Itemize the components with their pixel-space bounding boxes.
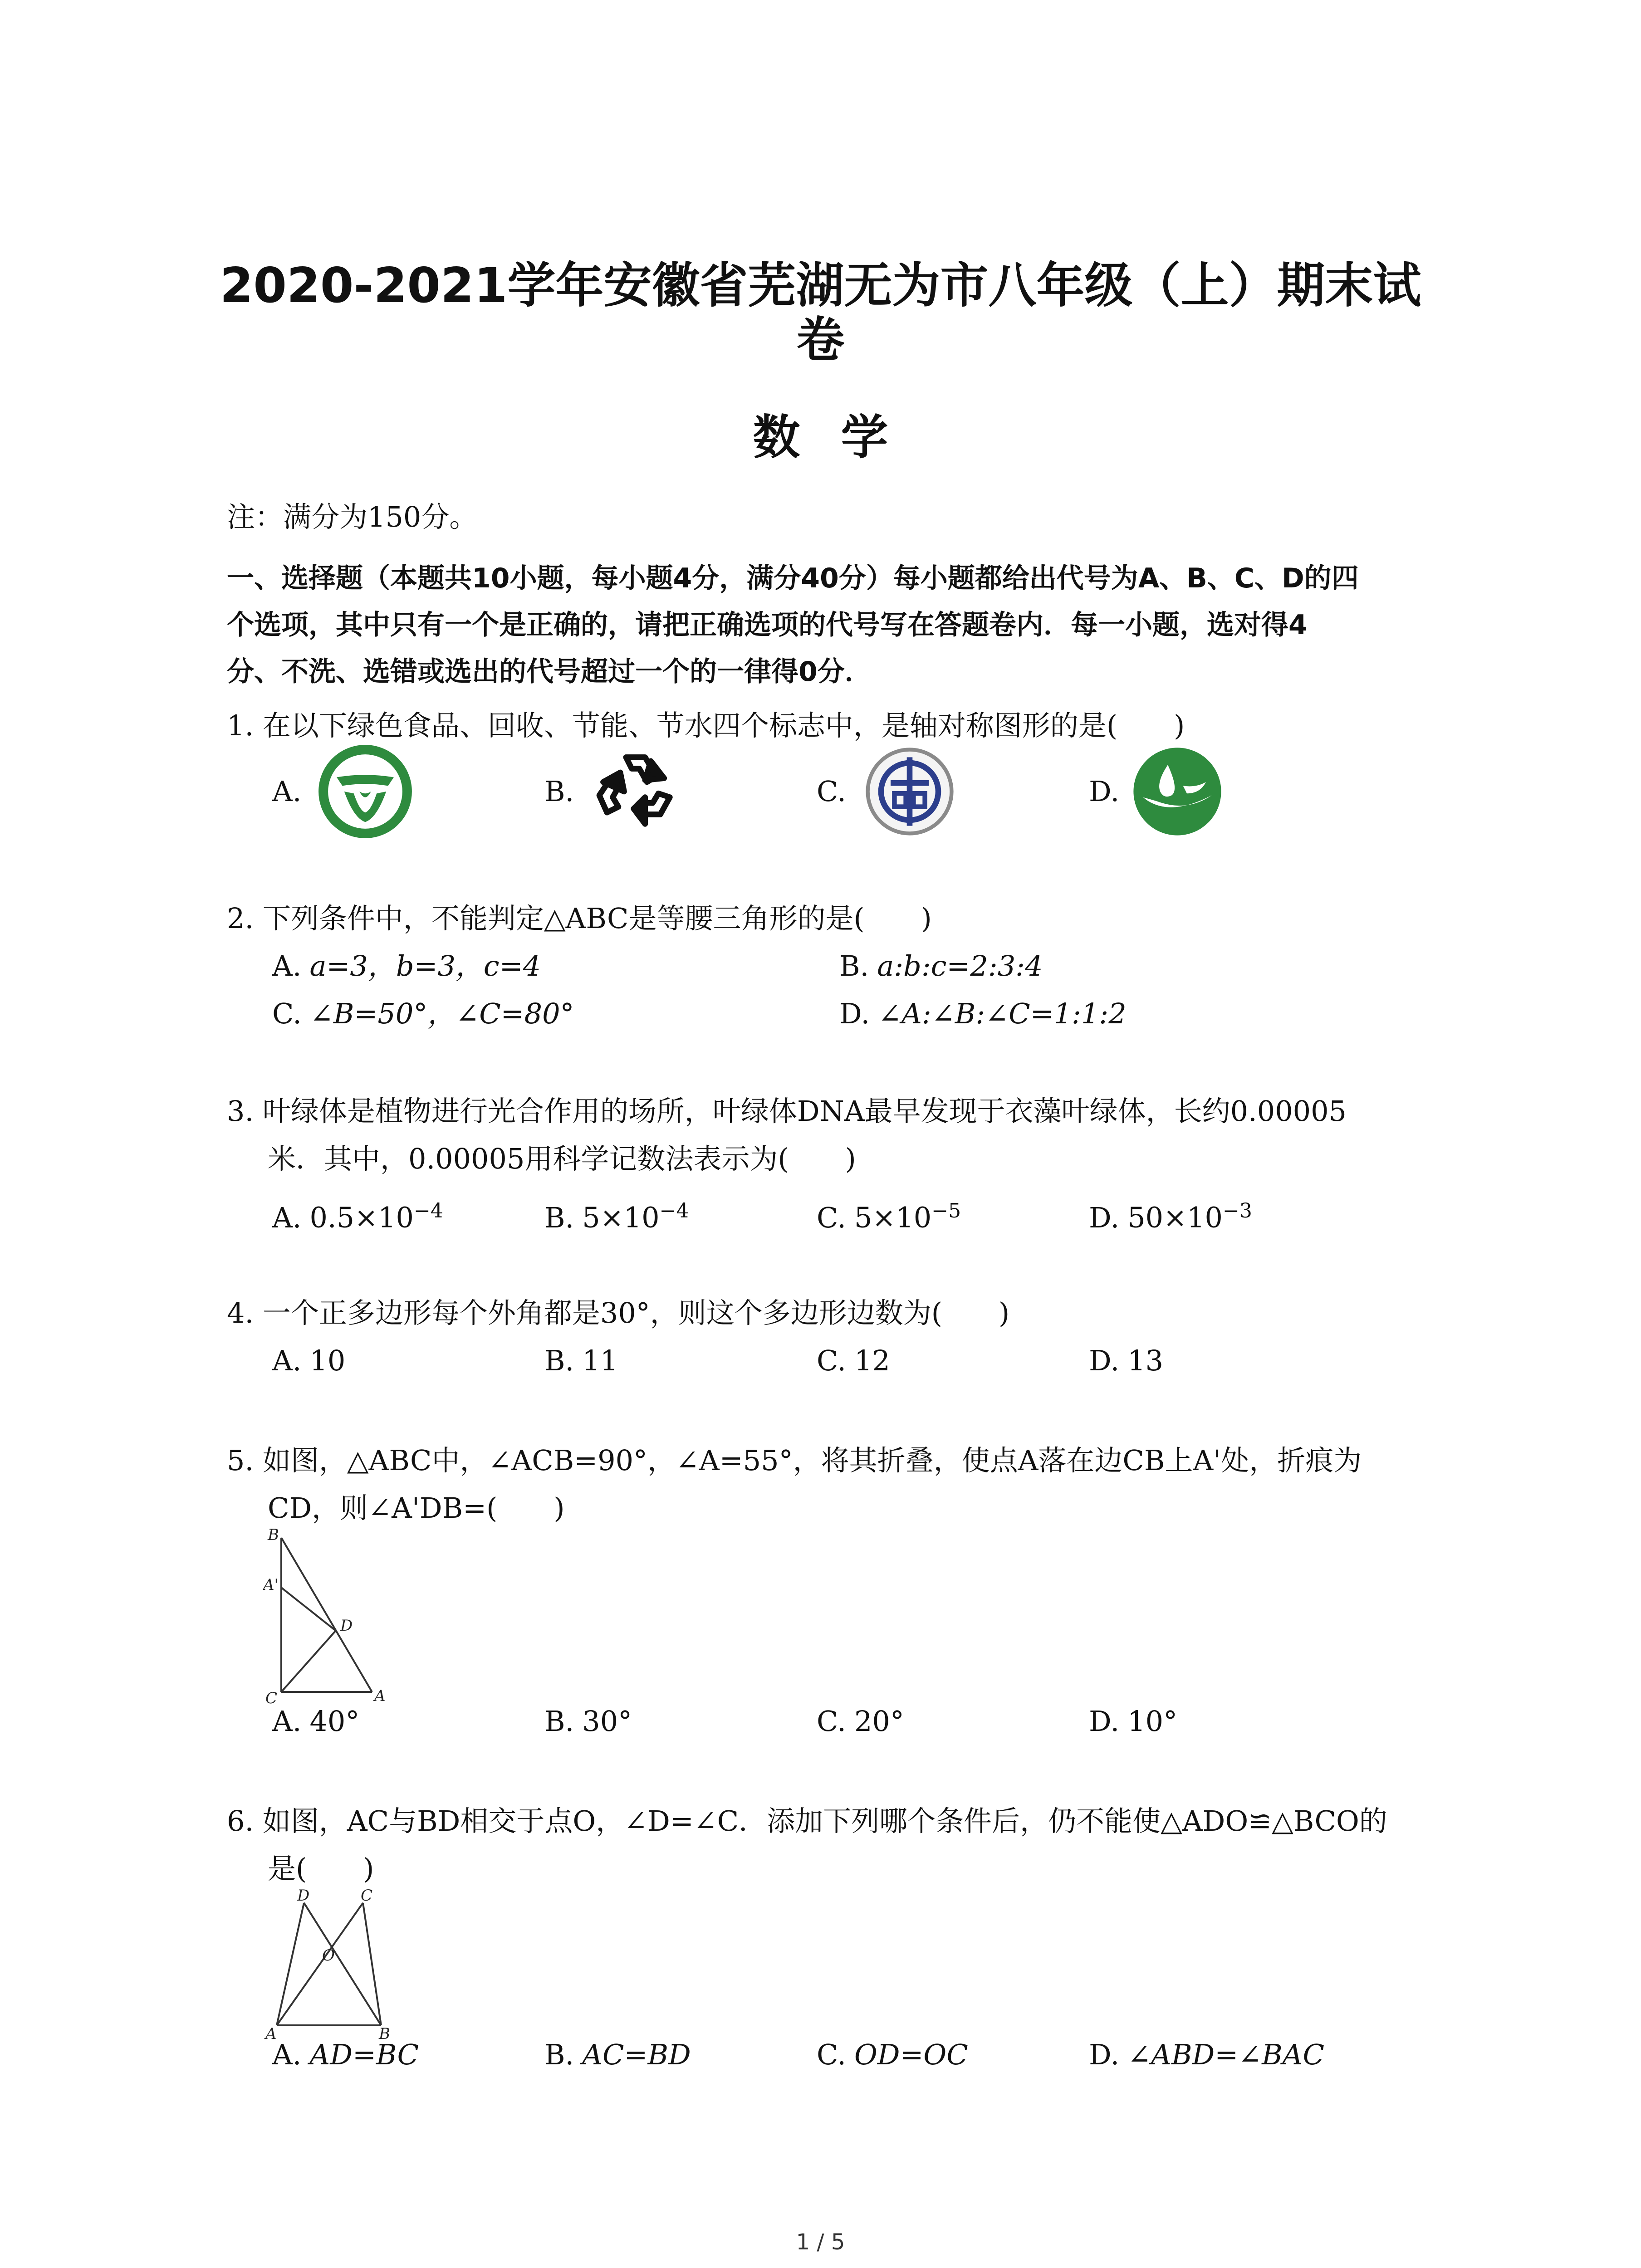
option-key: D.	[1089, 1201, 1120, 1234]
label-a: A	[265, 2025, 277, 2041]
question-4	[227, 1295, 1009, 1331]
option-text: a=3，b=3，c=4	[309, 949, 541, 982]
label-b: B	[268, 1529, 279, 1544]
triangle-fold-figure	[263, 1529, 399, 1706]
option-key: D.	[1089, 1705, 1120, 1738]
question-text: 叶绿体是植物进行光合作用的场所，叶绿体DNA最早发现于衣藻叶绿体，长约0.00005	[262, 1095, 1347, 1128]
page-title-continued: 卷	[796, 312, 845, 368]
green-food-logo-icon	[318, 744, 413, 839]
option-key: A.	[272, 1344, 302, 1377]
question-number: 1.	[227, 709, 254, 742]
option-b	[839, 948, 1043, 984]
question-number: 5.	[227, 1444, 254, 1477]
question-text: 一个正多边形每个外角都是30°，则这个多边形边数为( )	[262, 1296, 1010, 1330]
label-a-prime: A'	[263, 1576, 279, 1594]
question-number: 2.	[227, 902, 254, 935]
question-2	[227, 900, 932, 937]
option-text: ∠ABD=∠BAC	[1127, 2038, 1324, 2071]
question-3-continued: 米．其中，0.00005用科学记数法表示为( )	[268, 1142, 856, 1175]
option-text: ∠A:∠B:∠C=1:1:2	[878, 997, 1127, 1030]
option-a	[272, 1343, 345, 1379]
label-o: O	[322, 1946, 335, 1965]
option-d	[1089, 2037, 1324, 2073]
option-key: D.	[1089, 1344, 1120, 1377]
option-exponent: −5	[931, 1199, 961, 1222]
section-instructions-line3: 分、不洗、选错或选出的代号超过一个的一律得0分．	[227, 656, 872, 688]
question-6	[227, 1803, 1387, 1839]
page-title: 2020-2021学年安徽省芜湖无为市八年级（上）期末试	[220, 258, 1421, 313]
option-text: ∠B=50°，∠C=80°	[309, 997, 574, 1030]
question-number: 4.	[227, 1296, 254, 1330]
question-number: 3.	[227, 1095, 254, 1128]
option-key: B.	[544, 1201, 574, 1234]
question-3	[227, 1093, 1347, 1129]
section-instructions-line1: 一、选择题（本题共10小题，每小题4分，满分40分）每小题都给出代号为A、B、C、D的四	[227, 562, 1359, 594]
option-base: 50×10	[1127, 1201, 1223, 1234]
option-key: A.	[272, 1201, 302, 1234]
option-base: 5×10	[854, 1201, 932, 1234]
option-text: 30°	[582, 1705, 632, 1738]
option-b	[544, 2037, 691, 2073]
option-text: OD=OC	[854, 2038, 968, 2071]
option-text: 20°	[854, 1705, 904, 1738]
label-b: B	[379, 2025, 390, 2041]
label-d: D	[340, 1617, 353, 1635]
option-text: AC=BD	[582, 2038, 691, 2071]
question-text: 在以下绿色食品、回收、节能、节水四个标志中，是轴对称图形的是( )	[262, 709, 1185, 742]
option-key: D.	[1089, 2038, 1120, 2071]
option-d	[1089, 1193, 1252, 1236]
option-key: B.	[544, 2038, 574, 2071]
question-5	[227, 1442, 1362, 1479]
question-text: 如图，AC与BD相交于点O，∠D=∠C．添加下列哪个条件后，仍不能使△ADO≌△BCO的	[262, 1804, 1387, 1838]
option-a	[272, 2037, 419, 2073]
option-exponent: −4	[659, 1199, 689, 1222]
option-text: AD=BC	[309, 2038, 419, 2071]
label-c: C	[361, 1887, 373, 1905]
option-key: A.	[272, 949, 302, 982]
option-key: A.	[272, 2038, 302, 2071]
option-text: a:b:c=2:3:4	[877, 949, 1043, 982]
question-text: 如图，△ABC中，∠ACB=90°，∠A=55°，将其折叠，使点A落在边CB上A'处，折痕为	[262, 1444, 1362, 1477]
option-key: C.	[272, 997, 302, 1030]
option-a	[272, 948, 541, 984]
option-key: A.	[272, 1705, 302, 1738]
score-note: 注：满分为150分。	[227, 500, 478, 533]
question-5-continued: CD，则∠A'DB=( )	[268, 1491, 565, 1525]
option-c	[817, 1343, 890, 1379]
option-text: 11	[582, 1344, 618, 1377]
option-c	[817, 2037, 968, 2073]
intersecting-triangles-figure	[259, 1887, 404, 2041]
option-key: B.	[544, 1705, 574, 1738]
option-key: B.	[544, 775, 574, 808]
option-d	[839, 996, 1127, 1032]
option-base: 0.5×10	[309, 1201, 414, 1234]
option-key: D.	[839, 997, 870, 1030]
question-1	[227, 708, 1185, 744]
option-key: B.	[839, 949, 869, 982]
option-c	[817, 1193, 961, 1236]
question-6-continued: 是( )	[268, 1852, 374, 1885]
option-d	[1089, 1703, 1177, 1740]
label-c: C	[265, 1689, 278, 1706]
option-exponent: −4	[413, 1199, 443, 1222]
option-key: C.	[817, 1201, 846, 1234]
label-d: D	[297, 1887, 310, 1905]
question-number: 6.	[227, 1804, 254, 1838]
option-exponent: −3	[1222, 1199, 1252, 1222]
option-c	[272, 996, 574, 1032]
option-text: 10	[309, 1344, 346, 1377]
option-base: 5×10	[582, 1201, 660, 1234]
label-a: A	[374, 1687, 386, 1705]
option-key: B.	[544, 1344, 574, 1377]
option-b	[544, 1343, 618, 1379]
option-b	[544, 1703, 632, 1740]
option-text: 10°	[1127, 1705, 1178, 1738]
option-c	[817, 1703, 904, 1740]
option-b	[544, 1193, 689, 1236]
option-a	[272, 1703, 359, 1740]
option-key: C.	[817, 2038, 846, 2071]
energy-saving-logo-icon	[862, 744, 957, 839]
page-number: 1 / 5	[796, 2229, 845, 2255]
section-instructions-line2: 个选项，其中只有一个是正确的，请把正确选项的代号写在答题卷内．每一小题，选对得4	[227, 609, 1308, 641]
option-text: 40°	[309, 1705, 360, 1738]
option-key: A.	[272, 775, 302, 808]
option-text: 12	[854, 1344, 890, 1377]
option-key: C.	[817, 1344, 846, 1377]
recycle-logo-icon	[590, 744, 685, 839]
option-d	[1089, 1343, 1163, 1379]
option-key: D.	[1089, 775, 1120, 808]
question-text: 下列条件中，不能判定△ABC是等腰三角形的是( )	[262, 902, 932, 935]
option-a	[272, 1193, 443, 1236]
option-key: C.	[817, 1705, 846, 1738]
water-saving-logo-icon	[1130, 744, 1225, 839]
option-text: 13	[1127, 1344, 1164, 1377]
option-key: C.	[817, 775, 846, 808]
subject-heading: 数学	[753, 410, 929, 465]
